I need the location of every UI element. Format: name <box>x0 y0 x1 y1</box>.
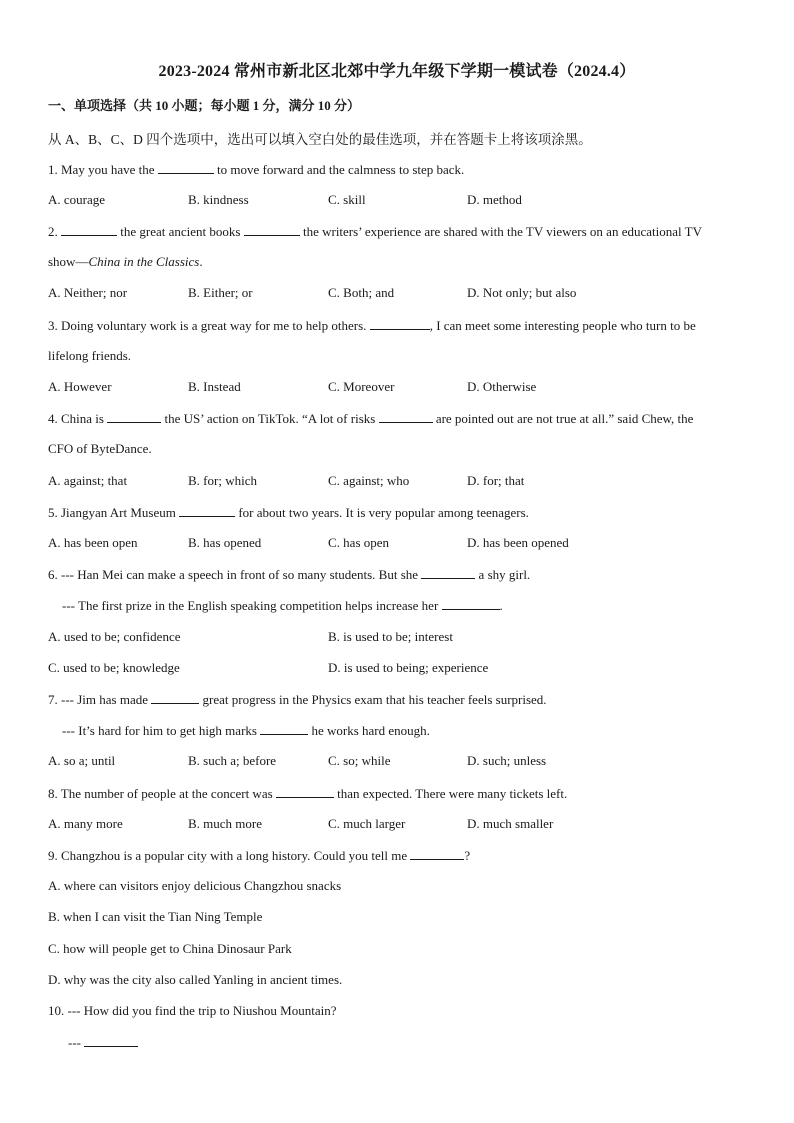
question-7: 7. --- Jim has made great progress in the Physics exam that his teacher feels surprised. <box>48 692 547 707</box>
answer-blank <box>421 566 475 579</box>
option-b: B. is used to be; interest <box>328 629 453 644</box>
answer-blank <box>410 847 464 860</box>
answer-blank <box>244 223 300 236</box>
option-b: B. kindness <box>188 192 249 207</box>
question-10-reply: --- <box>68 1034 138 1051</box>
option-c: C. Both; and <box>328 285 395 300</box>
page-title: 2023-2024 常州市新北区北郊中学九年级下学期一模试卷（2024.4） <box>158 63 636 80</box>
question-8: 8. The number of people at the concert was than expected. There were many tickets left. <box>48 786 568 801</box>
option-a: A. many more <box>48 816 123 831</box>
question-4-cont: CFO of ByteDance. <box>48 441 152 456</box>
option-a: A. against; that <box>48 473 128 488</box>
option-d: D. much smaller <box>467 816 554 831</box>
option-a: A. has been open <box>48 535 138 550</box>
question-4: 4. China is the US’ action on TikTok. “A lot of risks are pointed out are not true at all.” said Chew, the <box>48 411 694 426</box>
answer-blank <box>379 410 433 423</box>
instruction-text: 从 A、B、C、D 四个选项中，选出可以填入空白处的最佳选项，并在答题卡上将该项涂黑。 <box>48 132 592 147</box>
option-c: C. how will people get to China Dinosaur Park <box>48 941 292 956</box>
option-a: A. courage <box>48 192 106 207</box>
answer-blank <box>442 597 500 610</box>
option-d: D. is used to being; experience <box>328 660 489 675</box>
section-heading: 一、单项选择（共 10 小题；每小题 1 分，满分 10 分） <box>48 98 361 113</box>
option-b: B. has opened <box>188 535 262 550</box>
answer-blank <box>370 317 430 330</box>
option-b: B. much more <box>188 816 263 831</box>
question-2-cont: show—China in the Classics. <box>48 254 203 269</box>
question-6: 6. --- Han Mei can make a speech in front of so many students. But she a shy girl. <box>48 567 531 582</box>
option-c: C. much larger <box>328 816 406 831</box>
option-b: B. Either; or <box>188 285 253 300</box>
question-10: 10. --- How did you find the trip to Niushou Mountain? <box>48 1003 337 1018</box>
answer-blank <box>61 223 117 236</box>
option-b: B. such a; before <box>188 753 277 768</box>
option-a: A. used to be; confidence <box>48 629 181 644</box>
question-3: 3. Doing voluntary work is a great way for me to help others. , I can meet some interesting people who turn to be <box>48 318 696 333</box>
option-b: B. Instead <box>188 379 241 394</box>
question-5: 5. Jiangyan Art Museum for about two years. It is very popular among teenagers. <box>48 505 529 520</box>
answer-blank <box>107 410 161 423</box>
option-b: B. for; which <box>188 473 257 488</box>
answer-blank <box>260 722 308 735</box>
option-d: D. for; that <box>467 473 525 488</box>
show-title: China in the Classics <box>88 254 200 269</box>
answer-blank <box>151 691 199 704</box>
question-7-reply: --- It’s hard for him to get high marks he works hard enough. <box>62 723 430 738</box>
option-c: C. so; while <box>328 753 391 768</box>
question-6-reply: --- The first prize in the English speaking competition helps increase her . <box>62 598 503 613</box>
answer-blank <box>158 161 214 174</box>
option-d: D. why was the city also called Yanling in ancient times. <box>48 972 343 987</box>
question-3-cont: lifelong friends. <box>48 348 132 363</box>
option-d: D. Otherwise <box>467 379 537 394</box>
option-c: C. Moreover <box>328 379 395 394</box>
option-d: D. has been opened <box>467 535 569 550</box>
option-d: D. Not only; but also <box>467 285 577 300</box>
option-c: C. used to be; knowledge <box>48 660 180 675</box>
question-1: 1. May you have the to move forward and the calmness to step back. <box>48 162 465 177</box>
answer-blank <box>179 504 235 517</box>
option-a: A. Neither; nor <box>48 285 128 300</box>
answer-blank <box>276 785 334 798</box>
option-d: D. such; unless <box>467 753 547 768</box>
option-a: A. where can visitors enjoy delicious Changzhou snacks <box>48 878 342 893</box>
option-d: D. method <box>467 192 522 207</box>
question-2: 2. the great ancient books the writers’ experience are shared with the TV viewers on an educational TV <box>48 224 702 239</box>
option-c: C. has open <box>328 535 390 550</box>
question-9: 9. Changzhou is a popular city with a long history. Could you tell me ? <box>48 848 471 863</box>
option-a: A. However <box>48 379 112 394</box>
option-b: B. when I can visit the Tian Ning Temple <box>48 909 263 924</box>
option-c: C. skill <box>328 192 366 207</box>
answer-blank <box>84 1034 138 1047</box>
option-c: C. against; who <box>328 473 410 488</box>
option-a: A. so a; until <box>48 753 116 768</box>
